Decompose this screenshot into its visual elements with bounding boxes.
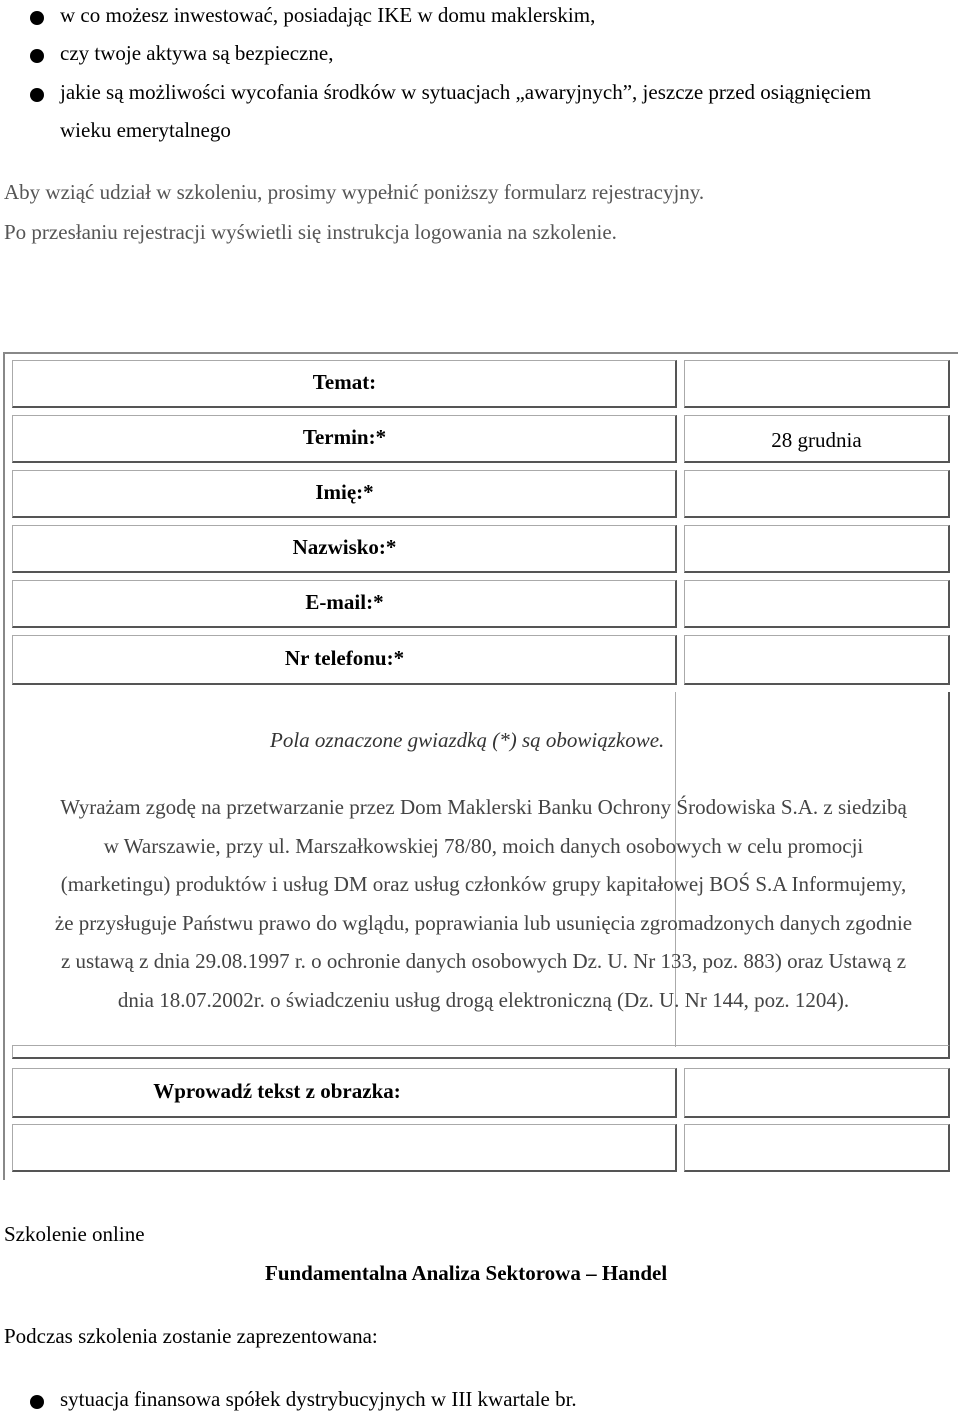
lastname-input[interactable] (684, 525, 950, 573)
training-title: Fundamentalna Analiza Sektorowa – Handel (265, 1261, 668, 1285)
date-value: 28 grudnia (771, 428, 862, 452)
list-item-text: w co możesz inwestować, posiadając IKE w domu maklerskim, (60, 3, 596, 27)
consent-line: dnia 18.07.2002r. o świadczeniu usług drogą elektroniczną (Dz. U. Nr 144, poz. 1204). (117, 987, 850, 1012)
bullet-icon (30, 88, 44, 102)
consent-text (26, 788, 941, 1019)
firstname-input[interactable] (684, 470, 950, 518)
training-kind: Szkolenie online (4, 1222, 145, 1246)
phone-input[interactable] (684, 635, 950, 685)
separator-row (12, 1045, 950, 1059)
list-item-text: sytuacja finansowa spółek dystrybucyjnych w III kwartale br. (60, 1387, 577, 1411)
bullet-icon (30, 49, 44, 63)
lastname-label: Nazwisko:* (292, 535, 397, 559)
firstname-label: Imię:* (315, 480, 374, 504)
topic-label: Temat: (312, 370, 377, 394)
date-label: Termin:* (302, 425, 387, 449)
captcha-image-cell (684, 1068, 950, 1118)
phone-label: Nr telefonu:* (284, 646, 405, 670)
date-value-field[interactable] (684, 415, 950, 463)
required-fields-note: Pola oznaczone gwiazdką (*) są obowiązkowe. (270, 728, 665, 752)
captcha-empty-cell (12, 1124, 677, 1172)
email-label: E-mail:* (305, 590, 384, 614)
bullet-icon (30, 11, 44, 25)
list-item-text: jakie są możliwości wycofania środków w sytuacjach „awaryjnych”, jeszcze przed osiągnięciem (60, 80, 872, 104)
consent-line: (marketingu) produktów i usług DM oraz usług członków grupy kapitałowej BOŚ S.A Informujemy, (60, 872, 907, 896)
intro-line-1: Aby wziąć udział w szkoleniu, prosimy wypełnić poniższy formularz rejestracyjny. (4, 180, 705, 204)
consent-line: z ustawą z dnia 29.08.1997 r. o ochronie danych osobowych Dz. U. Nr 133, poz. 883) oraz Ustawą z (60, 949, 907, 973)
bullet-icon (30, 1395, 44, 1409)
topic-value-field[interactable] (684, 360, 950, 408)
consent-line: w Warszawie, przy ul. Marszałkowskiej 78/80, moich danych osobowych w celu promocji (103, 833, 864, 858)
training-intro: Podczas szkolenia zostanie zaprezentowana: (4, 1324, 378, 1348)
consent-line: że przysługuje Państwu prawo do wglądu, poprawiania lub usunięcia zgromadzonych danych zgodnie (54, 910, 913, 935)
email-input[interactable] (684, 580, 950, 628)
consent-line: Wyrażam zgodę na przetwarzanie przez Dom Maklerski Banku Ochrony Środowiska S.A. z siedzibą (60, 795, 907, 819)
captcha-input[interactable] (684, 1124, 950, 1172)
captcha-label: Wprowadź tekst z obrazka: (153, 1079, 401, 1103)
intro-line-2: Po przesłaniu rejestracji wyświetli się instrukcja logowania na szkolenie. (4, 220, 617, 244)
list-item-text: czy twoje aktywa są bezpieczne, (60, 41, 334, 65)
list-item-text: wieku emerytalnego (60, 118, 231, 142)
